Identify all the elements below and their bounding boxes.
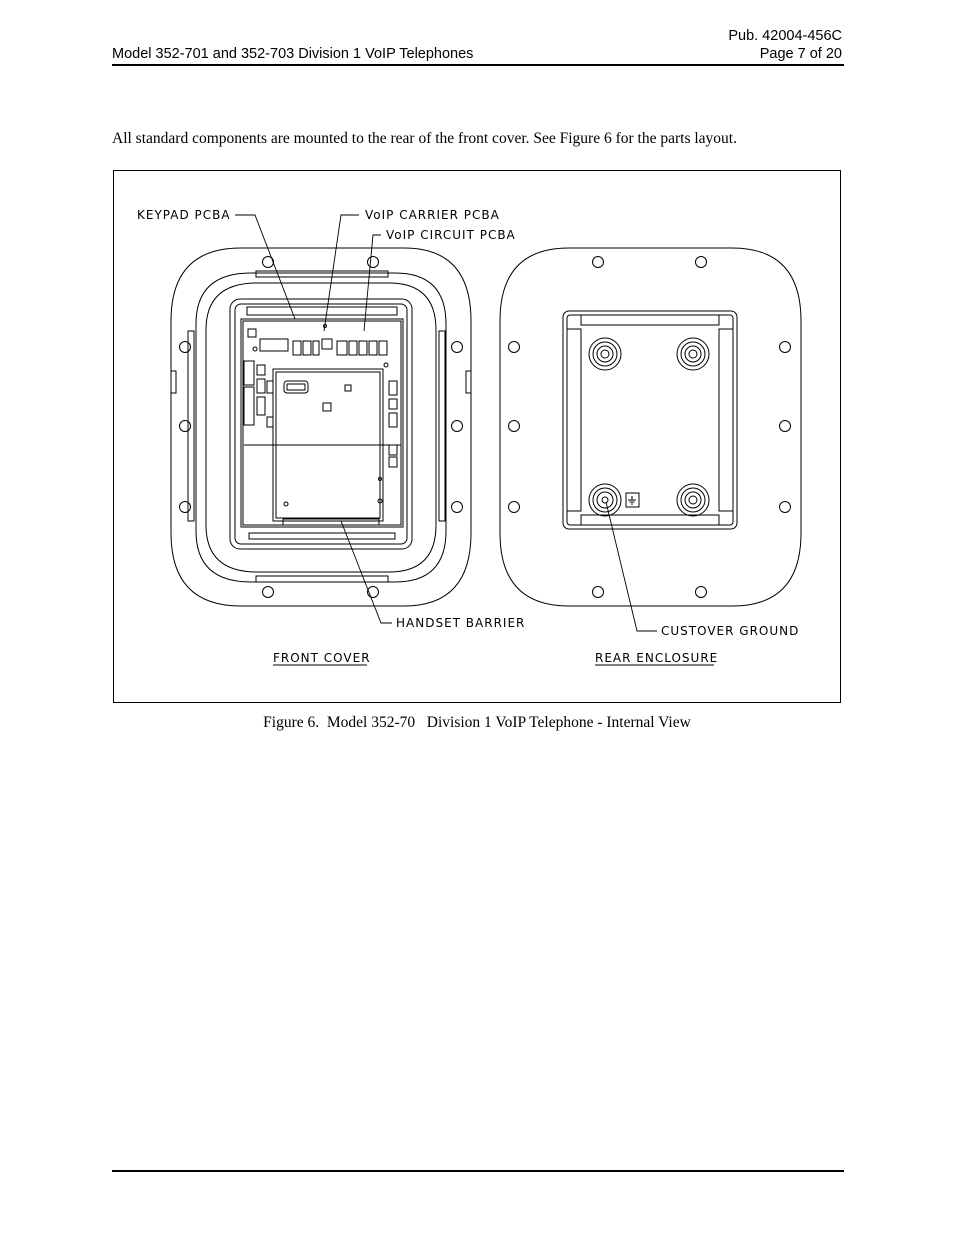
front-cover-outline xyxy=(171,248,471,606)
label-handset-barrier: HANDSET BARRIER xyxy=(396,616,526,630)
figure-frame xyxy=(113,170,841,703)
label-front-cover: FRONT COVER xyxy=(273,651,371,665)
intro-paragraph: All standard components are mounted to the rear of the front cover. See Figure 6 for the parts layout. xyxy=(112,130,737,147)
rear-bosses xyxy=(589,338,709,516)
rear-enclosure-outline xyxy=(500,248,801,606)
label-rear-enclosure: REAR ENCLOSURE xyxy=(595,651,719,665)
label-customer-ground: CUSTOVER GROUND xyxy=(661,624,800,638)
internal-view-drawing xyxy=(114,171,840,702)
figure-caption: Figure 6. Model 352-70 Division 1 VoIP Telephone - Internal View xyxy=(263,714,691,731)
header-rule xyxy=(112,64,844,66)
footer-rule xyxy=(112,1170,844,1172)
label-keypad-pcba: KEYPAD PCBA xyxy=(137,208,231,222)
label-voip-circuit-pcba: VoIP CIRCUIT PCBA xyxy=(386,228,516,242)
page-number: Page 7 of 20 xyxy=(759,46,842,62)
publication-number: Pub. 42004-456C xyxy=(728,28,842,44)
label-voip-carrier-pcba: VoIP CARRIER PCBA xyxy=(365,208,500,222)
document-title: Model 352-701 and 352-703 Division 1 VoIP Telephones xyxy=(112,46,474,62)
